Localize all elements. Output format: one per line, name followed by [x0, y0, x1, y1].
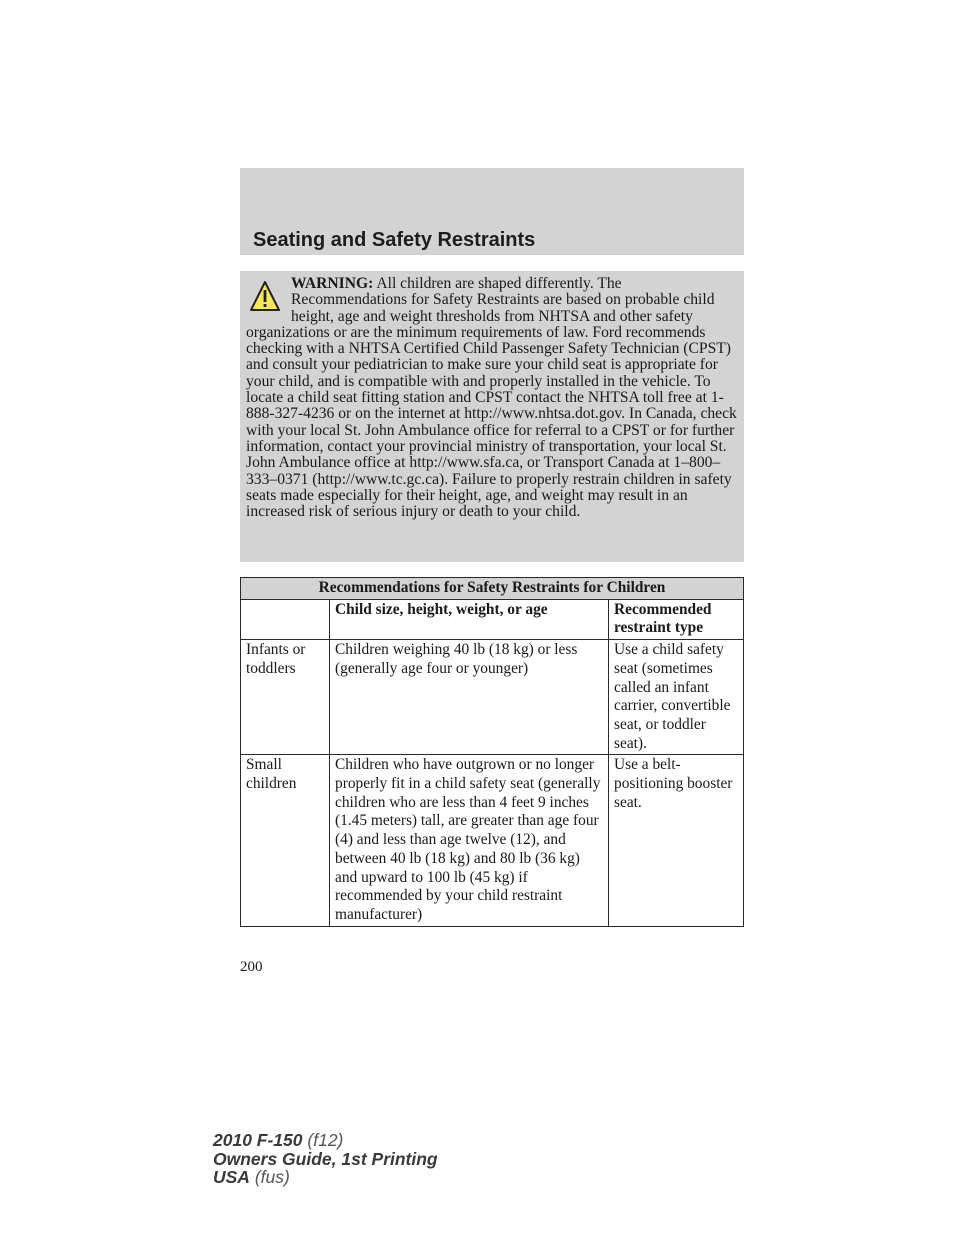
cell-size: Children who have outgrown or no longer properly fit in a child safety seat (generally children who are less than 4 feet 9 inches (1.45 meters) tall, are greater than age four (4) and less than age twelve (12), and between 40 lb (18 kg) and 80 lb (36 kg) and upward to 100 lb (45 kg) if recommended by your child restraint manufacturer): [330, 755, 609, 926]
warning-text: [246, 276, 737, 520]
cell-group: Infants or toddlers: [241, 640, 330, 755]
column-header-group: [241, 599, 330, 639]
footer-line-model: [213, 1131, 438, 1150]
page-number: 200: [240, 959, 263, 975]
document-footer: [213, 1131, 438, 1187]
cell-group: Small children: [241, 755, 330, 926]
footer-model: 2010 F-150: [213, 1130, 303, 1150]
table-caption-row: [241, 578, 744, 600]
footer-region: USA: [213, 1167, 250, 1187]
section-title: Seating and Safety Restraints: [253, 229, 536, 251]
warning-box: [240, 271, 744, 562]
safety-restraints-table: [240, 577, 744, 927]
cell-restraint: Use a child safety seat (sometimes called an infant carrier, convertible seat, or toddler seat).: [609, 640, 744, 755]
table-row: [241, 755, 744, 926]
cell-size: Children weighing 40 lb (18 kg) or less (generally age four or younger): [330, 640, 609, 755]
footer-model-code: (f12): [307, 1130, 344, 1150]
cell-restraint: Use a belt-positioning booster seat.: [609, 755, 744, 926]
warning-body: All children are shaped differently. The Recommendations for Safety Restraints are based on probable child height, age and weight thresholds from NHTSA and other safety organizations or are the minimum requirements of law. Ford recommends checking with a NHTSA Certified Child Passenger Safety Technician (CPST) and consult your pediatrician to make sure your child seat is appropriate for your child, and is compatible with and properly installed in the vehicle. To locate a child seat fitting station and CPST contact the NHTSA toll free at 1-888-327-4236 or on the internet at http://www.nhtsa.dot.gov. In Canada, check with your local St. John Ambulance office for referral to a CPST or for further information, contact your provincial ministry of transportation, your local St. John Ambulance office at http://www.sfa.ca, or Transport Canada at 1–800–333–0371 (http://www.tc.gc.ca). Failure to properly restrain children in safety seats made especially for their height, age, and weight may result in an increased risk of serious injury or death to your child.: [246, 275, 737, 521]
footer-line-region: [213, 1168, 438, 1187]
footer-region-code: (fus): [254, 1167, 290, 1187]
warning-label: WARNING:: [291, 275, 374, 292]
table-header-row: [241, 599, 744, 639]
table-row: [241, 640, 744, 755]
column-header-restraint: Recommended restraint type: [609, 599, 744, 639]
column-header-size: Child size, height, weight, or age: [330, 599, 609, 639]
footer-printing: Owners Guide, 1st Printing: [213, 1148, 438, 1169]
warning-triangle-icon: [249, 280, 281, 314]
table-caption: Recommendations for Safety Restraints for Children: [241, 578, 744, 600]
section-header: [240, 168, 744, 255]
